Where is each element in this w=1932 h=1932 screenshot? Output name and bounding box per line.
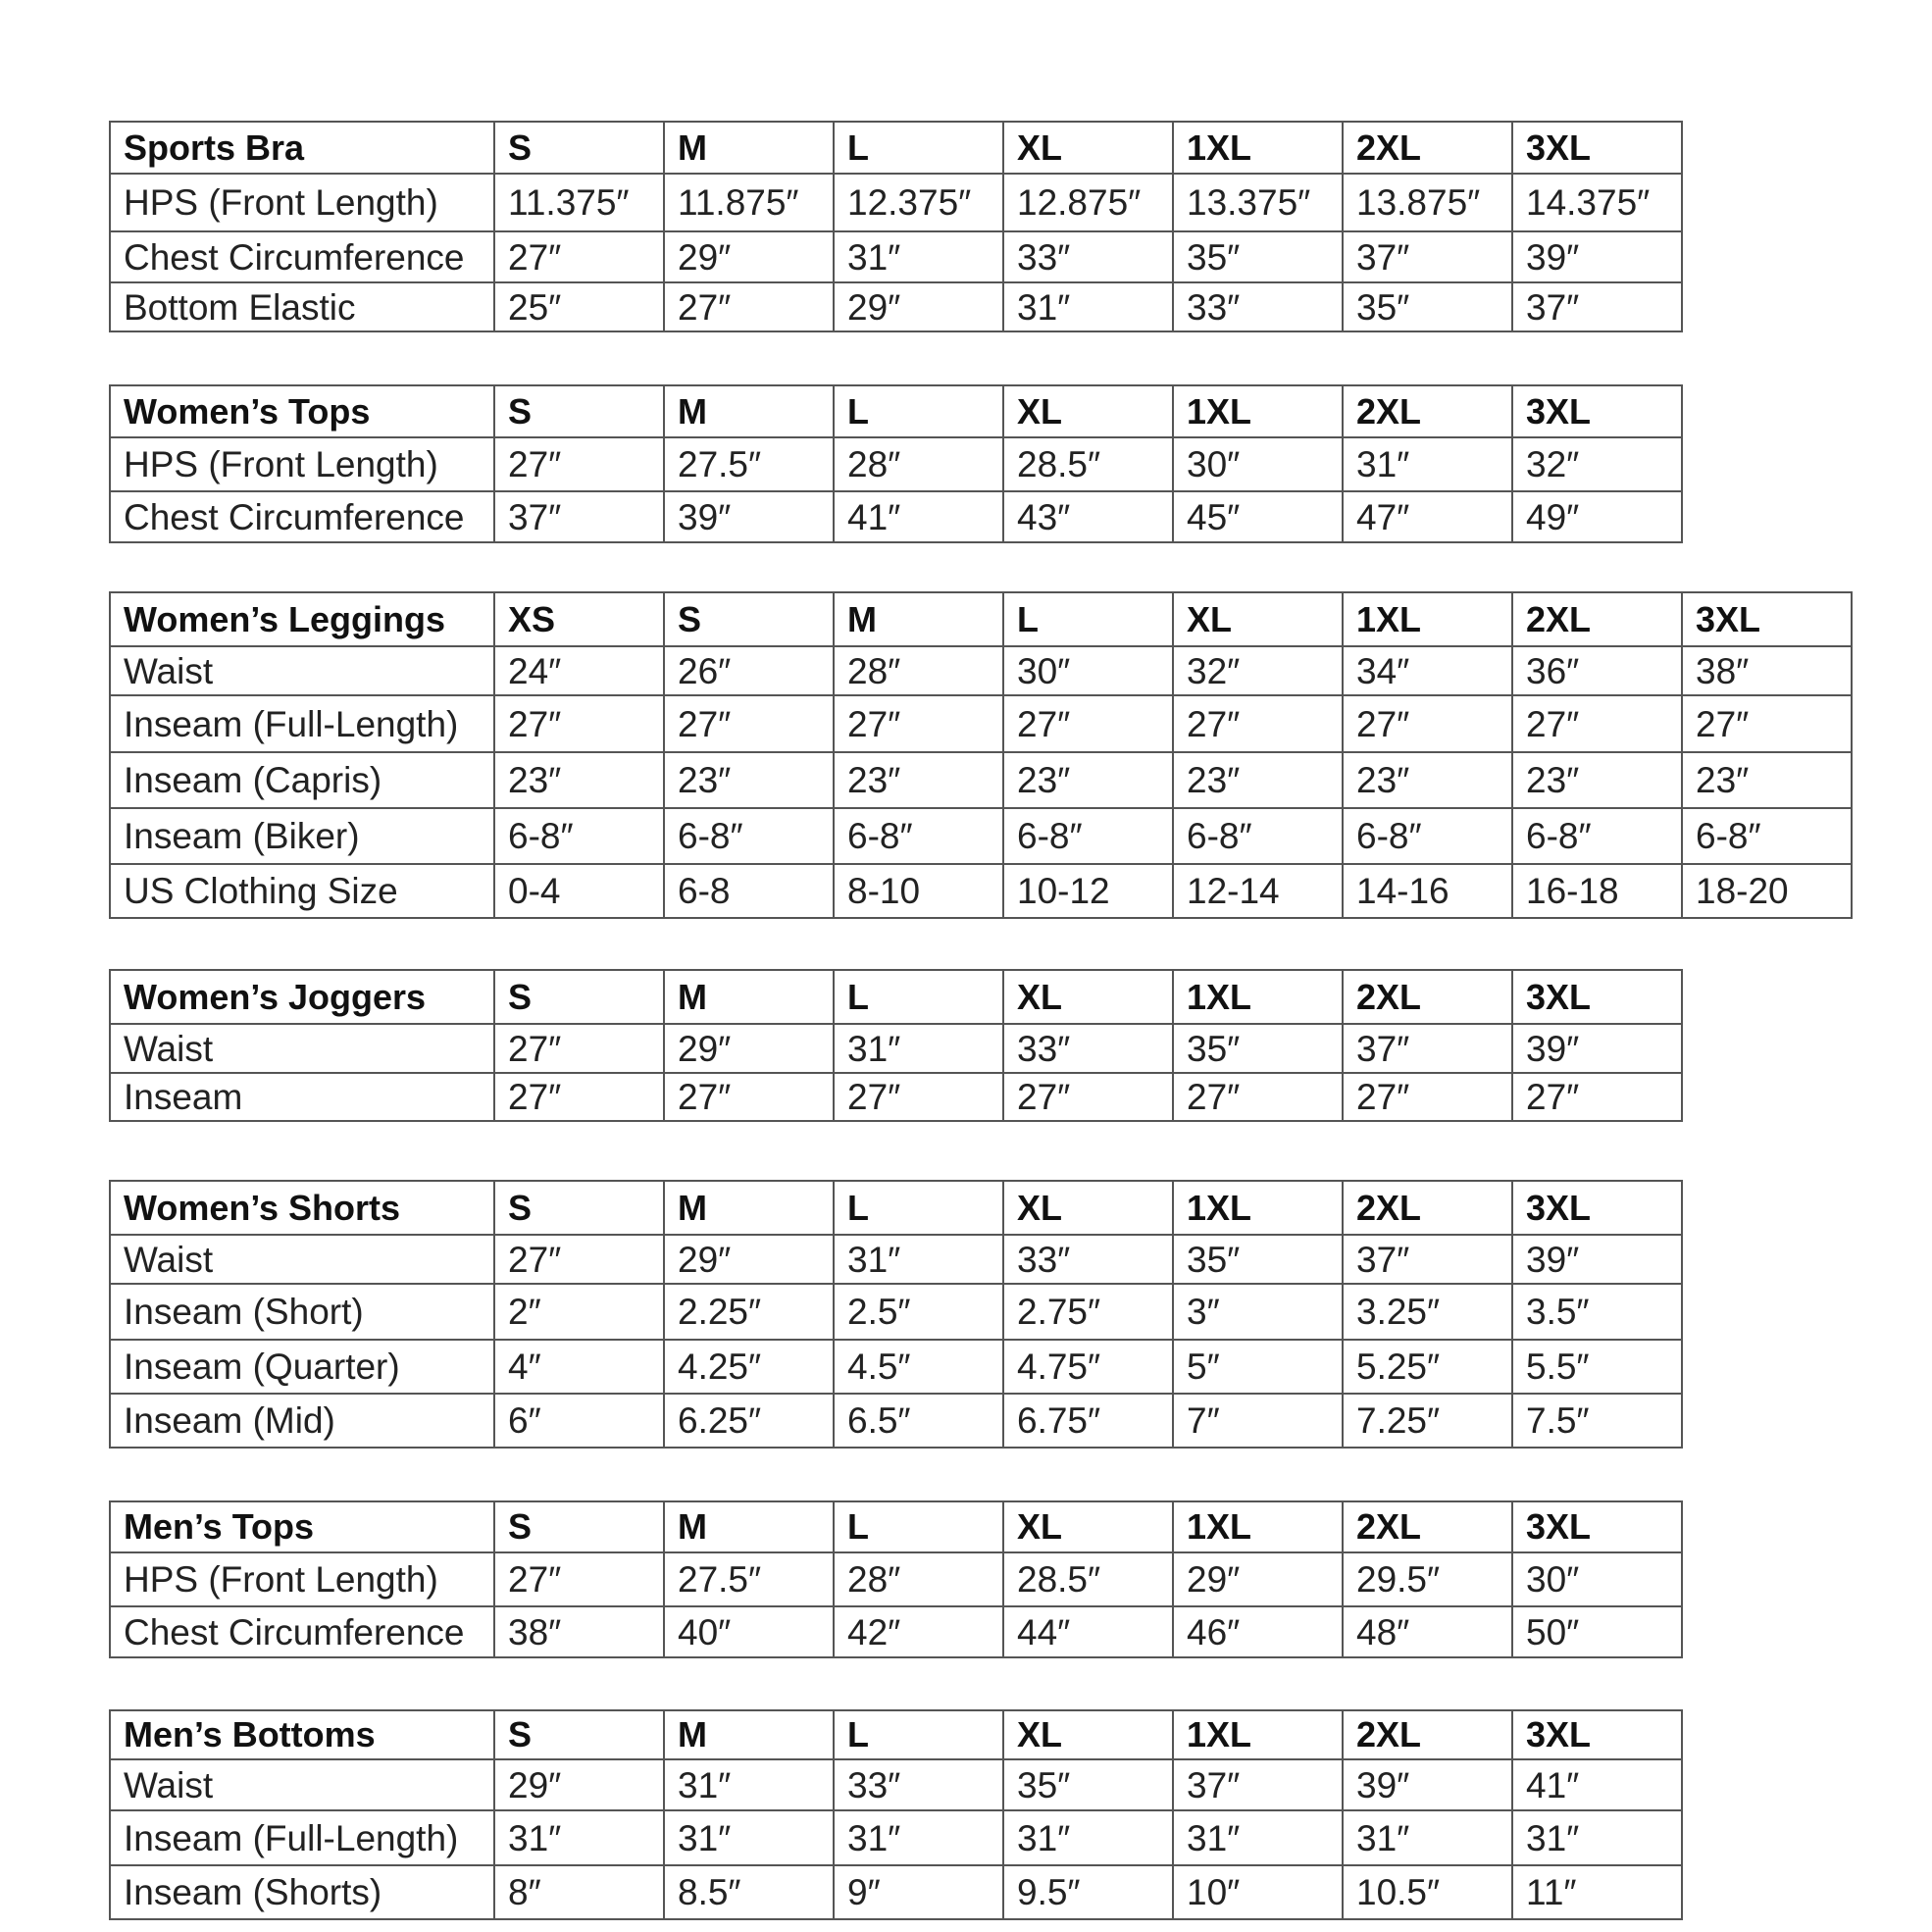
size-header: 3XL xyxy=(1512,1501,1682,1552)
measurement-cell: 42″ xyxy=(834,1606,1003,1657)
measurement-cell: 33″ xyxy=(1003,231,1173,282)
measurement-cell: 27″ xyxy=(1682,695,1852,752)
measurement-cell: 11.875″ xyxy=(664,174,834,231)
measurement-cell: 23″ xyxy=(1173,752,1343,808)
measurement-cell: 4″ xyxy=(494,1340,664,1394)
measurement-cell: 37″ xyxy=(1343,1235,1512,1284)
measurement-cell: 8-10 xyxy=(834,864,1003,918)
measurement-cell: 27″ xyxy=(1512,1073,1682,1121)
measurement-cell: 29″ xyxy=(494,1759,664,1810)
measurement-cell: 7″ xyxy=(1173,1394,1343,1448)
measurement-cell: 31″ xyxy=(834,1235,1003,1284)
row-label: Chest Circumference xyxy=(110,491,494,542)
measurement-cell: 36″ xyxy=(1512,646,1682,695)
table-title: Sports Bra xyxy=(110,122,494,174)
measurement-cell: 10.5″ xyxy=(1343,1865,1512,1919)
measurement-cell: 2″ xyxy=(494,1284,664,1340)
measurement-cell: 23″ xyxy=(834,752,1003,808)
row-label: Waist xyxy=(110,1235,494,1284)
measurement-cell: 33″ xyxy=(1003,1024,1173,1073)
table-title: Women’s Leggings xyxy=(110,592,494,646)
measurement-cell: 6-8″ xyxy=(834,808,1003,864)
size-header: 3XL xyxy=(1512,385,1682,437)
measurement-cell: 25″ xyxy=(494,282,664,331)
table-row xyxy=(110,808,1852,864)
size-header: M xyxy=(664,970,834,1024)
measurement-cell: 31″ xyxy=(834,231,1003,282)
size-header: L xyxy=(834,970,1003,1024)
measurement-cell: 3.25″ xyxy=(1343,1284,1512,1340)
measurement-cell: 0-4 xyxy=(494,864,664,918)
measurement-cell: 33″ xyxy=(1003,1235,1173,1284)
measurement-cell: 29″ xyxy=(834,282,1003,331)
measurement-cell: 31″ xyxy=(834,1024,1003,1073)
size-header: 2XL xyxy=(1343,385,1512,437)
measurement-cell: 10-12 xyxy=(1003,864,1173,918)
size-header: 1XL xyxy=(1173,970,1343,1024)
measurement-cell: 40″ xyxy=(664,1606,834,1657)
measurement-cell: 27″ xyxy=(1343,695,1512,752)
size-header: L xyxy=(834,1501,1003,1552)
measurement-cell: 27″ xyxy=(1512,695,1682,752)
measurement-cell: 24″ xyxy=(494,646,664,695)
size-header: M xyxy=(834,592,1003,646)
measurement-cell: 27″ xyxy=(494,1552,664,1606)
size-table-sports-bra xyxy=(109,121,1683,332)
size-header: XS xyxy=(494,592,664,646)
measurement-cell: 27″ xyxy=(1003,695,1173,752)
measurement-cell: 7.5″ xyxy=(1512,1394,1682,1448)
measurement-cell: 38″ xyxy=(494,1606,664,1657)
measurement-cell: 18-20 xyxy=(1682,864,1852,918)
measurement-cell: 23″ xyxy=(494,752,664,808)
measurement-cell: 4.75″ xyxy=(1003,1340,1173,1394)
size-header: XL xyxy=(1003,385,1173,437)
table-title: Women’s Shorts xyxy=(110,1181,494,1235)
measurement-cell: 29″ xyxy=(664,231,834,282)
table-row xyxy=(110,1552,1682,1606)
size-table-men-s-tops xyxy=(109,1500,1683,1658)
measurement-cell: 6-8″ xyxy=(1173,808,1343,864)
measurement-cell: 13.875″ xyxy=(1343,174,1512,231)
measurement-cell: 37″ xyxy=(494,491,664,542)
measurement-cell: 29.5″ xyxy=(1343,1552,1512,1606)
size-header: L xyxy=(834,1710,1003,1759)
measurement-cell: 41″ xyxy=(834,491,1003,542)
table-row xyxy=(110,646,1852,695)
measurement-cell: 31″ xyxy=(664,1759,834,1810)
measurement-cell: 33″ xyxy=(1173,282,1343,331)
measurement-cell: 27″ xyxy=(834,1073,1003,1121)
size-header: M xyxy=(664,1181,834,1235)
table-row xyxy=(110,1284,1682,1340)
size-header: 1XL xyxy=(1173,385,1343,437)
size-header: S xyxy=(494,385,664,437)
measurement-cell: 27″ xyxy=(1343,1073,1512,1121)
measurement-cell: 16-18 xyxy=(1512,864,1682,918)
measurement-cell: 31″ xyxy=(1003,1810,1173,1865)
table-row xyxy=(110,491,1682,542)
size-header: 2XL xyxy=(1343,1181,1512,1235)
size-header: S xyxy=(494,1501,664,1552)
measurement-cell: 10″ xyxy=(1173,1865,1343,1919)
measurement-cell: 27″ xyxy=(1003,1073,1173,1121)
table-row xyxy=(110,1235,1682,1284)
size-header: S xyxy=(494,1710,664,1759)
measurement-cell: 27″ xyxy=(664,1073,834,1121)
measurement-cell: 23″ xyxy=(664,752,834,808)
measurement-cell: 37″ xyxy=(1343,1024,1512,1073)
measurement-cell: 43″ xyxy=(1003,491,1173,542)
row-label: Chest Circumference xyxy=(110,1606,494,1657)
measurement-cell: 30″ xyxy=(1512,1552,1682,1606)
table-title: Men’s Tops xyxy=(110,1501,494,1552)
measurement-cell: 31″ xyxy=(1003,282,1173,331)
measurement-cell: 11″ xyxy=(1512,1865,1682,1919)
measurement-cell: 2.75″ xyxy=(1003,1284,1173,1340)
measurement-cell: 27″ xyxy=(1173,1073,1343,1121)
measurement-cell: 6-8″ xyxy=(1003,808,1173,864)
measurement-cell: 27″ xyxy=(494,695,664,752)
measurement-cell: 35″ xyxy=(1173,1235,1343,1284)
table-row xyxy=(110,1606,1682,1657)
size-header: 2XL xyxy=(1343,1710,1512,1759)
size-header: S xyxy=(664,592,834,646)
row-label: US Clothing Size xyxy=(110,864,494,918)
size-header: L xyxy=(834,1181,1003,1235)
measurement-cell: 4.5″ xyxy=(834,1340,1003,1394)
measurement-cell: 31″ xyxy=(494,1810,664,1865)
size-header: 1XL xyxy=(1173,1501,1343,1552)
measurement-cell: 6.25″ xyxy=(664,1394,834,1448)
table-row xyxy=(110,1865,1682,1919)
measurement-cell: 6.75″ xyxy=(1003,1394,1173,1448)
measurement-cell: 8.5″ xyxy=(664,1865,834,1919)
measurement-cell: 35″ xyxy=(1173,1024,1343,1073)
table-row xyxy=(110,1024,1682,1073)
measurement-cell: 39″ xyxy=(1512,1024,1682,1073)
measurement-cell: 38″ xyxy=(1682,646,1852,695)
size-header: XL xyxy=(1003,122,1173,174)
size-header: 3XL xyxy=(1512,122,1682,174)
table-header-row xyxy=(110,1181,1682,1235)
measurement-cell: 8″ xyxy=(494,1865,664,1919)
table-header-row xyxy=(110,1501,1682,1552)
table-row xyxy=(110,1810,1682,1865)
measurement-cell: 47″ xyxy=(1343,491,1512,542)
table-title: Women’s Joggers xyxy=(110,970,494,1024)
measurement-cell: 27″ xyxy=(494,1235,664,1284)
size-header: 1XL xyxy=(1173,1181,1343,1235)
row-label: Inseam (Full-Length) xyxy=(110,1810,494,1865)
measurement-cell: 11.375″ xyxy=(494,174,664,231)
size-header: 2XL xyxy=(1343,970,1512,1024)
size-table-women-s-tops xyxy=(109,384,1683,543)
measurement-cell: 13.375″ xyxy=(1173,174,1343,231)
table-header-row xyxy=(110,970,1682,1024)
table-title: Men’s Bottoms xyxy=(110,1710,494,1759)
measurement-cell: 12.375″ xyxy=(834,174,1003,231)
measurement-cell: 31″ xyxy=(834,1810,1003,1865)
size-header: M xyxy=(664,122,834,174)
measurement-cell: 2.5″ xyxy=(834,1284,1003,1340)
table-row xyxy=(110,174,1682,231)
measurement-cell: 27″ xyxy=(1173,695,1343,752)
table-row xyxy=(110,695,1852,752)
measurement-cell: 6-8″ xyxy=(1682,808,1852,864)
measurement-cell: 6-8″ xyxy=(1512,808,1682,864)
measurement-cell: 31″ xyxy=(1343,437,1512,491)
size-header: S xyxy=(494,1181,664,1235)
size-header: 3XL xyxy=(1682,592,1852,646)
measurement-cell: 5.25″ xyxy=(1343,1340,1512,1394)
size-header: S xyxy=(494,122,664,174)
measurement-cell: 39″ xyxy=(1512,1235,1682,1284)
measurement-cell: 7.25″ xyxy=(1343,1394,1512,1448)
row-label: Inseam (Full-Length) xyxy=(110,695,494,752)
row-label: Inseam (Quarter) xyxy=(110,1340,494,1394)
measurement-cell: 4.25″ xyxy=(664,1340,834,1394)
measurement-cell: 12-14 xyxy=(1173,864,1343,918)
size-header: L xyxy=(1003,592,1173,646)
measurement-cell: 28″ xyxy=(834,646,1003,695)
measurement-cell: 6-8″ xyxy=(494,808,664,864)
table-title: Women’s Tops xyxy=(110,385,494,437)
row-label: Inseam xyxy=(110,1073,494,1121)
size-table-women-s-joggers xyxy=(109,969,1683,1122)
row-label: Inseam (Shorts) xyxy=(110,1865,494,1919)
size-header: 1XL xyxy=(1173,1710,1343,1759)
size-header: XL xyxy=(1003,970,1173,1024)
table-row xyxy=(110,1340,1682,1394)
size-header: XL xyxy=(1003,1501,1173,1552)
measurement-cell: 31″ xyxy=(664,1810,834,1865)
measurement-cell: 9″ xyxy=(834,1865,1003,1919)
size-header: 2XL xyxy=(1512,592,1682,646)
measurement-cell: 6.5″ xyxy=(834,1394,1003,1448)
size-table-women-s-shorts xyxy=(109,1180,1683,1449)
measurement-cell: 45″ xyxy=(1173,491,1343,542)
measurement-cell: 3.5″ xyxy=(1512,1284,1682,1340)
size-header: M xyxy=(664,1501,834,1552)
table-header-row xyxy=(110,1710,1682,1759)
size-header: 2XL xyxy=(1343,122,1512,174)
measurement-cell: 9.5″ xyxy=(1003,1865,1173,1919)
table-row xyxy=(110,1394,1682,1448)
size-header: XL xyxy=(1003,1181,1173,1235)
size-table-women-s-leggings xyxy=(109,591,1853,919)
measurement-cell: 29″ xyxy=(664,1024,834,1073)
table-row xyxy=(110,437,1682,491)
measurement-cell: 27″ xyxy=(494,437,664,491)
size-header: L xyxy=(834,122,1003,174)
measurement-cell: 28″ xyxy=(834,437,1003,491)
measurement-cell: 28.5″ xyxy=(1003,437,1173,491)
measurement-cell: 31″ xyxy=(1173,1810,1343,1865)
measurement-cell: 44″ xyxy=(1003,1606,1173,1657)
measurement-cell: 37″ xyxy=(1343,231,1512,282)
row-label: Inseam (Mid) xyxy=(110,1394,494,1448)
row-label: HPS (Front Length) xyxy=(110,1552,494,1606)
measurement-cell: 46″ xyxy=(1173,1606,1343,1657)
measurement-cell: 30″ xyxy=(1003,646,1173,695)
row-label: Waist xyxy=(110,1759,494,1810)
measurement-cell: 31″ xyxy=(1343,1810,1512,1865)
table-header-row xyxy=(110,385,1682,437)
measurement-cell: 29″ xyxy=(664,1235,834,1284)
size-header: L xyxy=(834,385,1003,437)
measurement-cell: 27.5″ xyxy=(664,437,834,491)
size-header: 3XL xyxy=(1512,970,1682,1024)
measurement-cell: 50″ xyxy=(1512,1606,1682,1657)
table-row xyxy=(110,752,1852,808)
measurement-cell: 32″ xyxy=(1512,437,1682,491)
row-label: HPS (Front Length) xyxy=(110,174,494,231)
size-header: S xyxy=(494,970,664,1024)
measurement-cell: 35″ xyxy=(1173,231,1343,282)
table-row xyxy=(110,1073,1682,1121)
row-label: Waist xyxy=(110,1024,494,1073)
table-row xyxy=(110,1759,1682,1810)
row-label: Inseam (Capris) xyxy=(110,752,494,808)
measurement-cell: 26″ xyxy=(664,646,834,695)
measurement-cell: 37″ xyxy=(1512,282,1682,331)
measurement-cell: 35″ xyxy=(1003,1759,1173,1810)
measurement-cell: 27″ xyxy=(834,695,1003,752)
measurement-cell: 33″ xyxy=(834,1759,1003,1810)
measurement-cell: 39″ xyxy=(1343,1759,1512,1810)
measurement-cell: 23″ xyxy=(1682,752,1852,808)
measurement-cell: 5.5″ xyxy=(1512,1340,1682,1394)
table-header-row xyxy=(110,122,1682,174)
measurement-cell: 32″ xyxy=(1173,646,1343,695)
measurement-cell: 27.5″ xyxy=(664,1552,834,1606)
row-label: Waist xyxy=(110,646,494,695)
size-header: 2XL xyxy=(1343,1501,1512,1552)
measurement-cell: 6″ xyxy=(494,1394,664,1448)
size-header: XL xyxy=(1003,1710,1173,1759)
measurement-cell: 27″ xyxy=(494,1073,664,1121)
measurement-cell: 3″ xyxy=(1173,1284,1343,1340)
measurement-cell: 14-16 xyxy=(1343,864,1512,918)
size-table-men-s-bottoms xyxy=(109,1709,1683,1920)
measurement-cell: 31″ xyxy=(1512,1810,1682,1865)
measurement-cell: 2.25″ xyxy=(664,1284,834,1340)
measurement-cell: 6-8 xyxy=(664,864,834,918)
measurement-cell: 23″ xyxy=(1003,752,1173,808)
size-header: 1XL xyxy=(1343,592,1512,646)
row-label: Bottom Elastic xyxy=(110,282,494,331)
row-label: HPS (Front Length) xyxy=(110,437,494,491)
table-row xyxy=(110,282,1682,331)
measurement-cell: 23″ xyxy=(1343,752,1512,808)
measurement-cell: 5″ xyxy=(1173,1340,1343,1394)
size-header: 3XL xyxy=(1512,1181,1682,1235)
measurement-cell: 6-8″ xyxy=(1343,808,1512,864)
measurement-cell: 49″ xyxy=(1512,491,1682,542)
measurement-cell: 34″ xyxy=(1343,646,1512,695)
measurement-cell: 27″ xyxy=(664,695,834,752)
measurement-cell: 14.375″ xyxy=(1512,174,1682,231)
measurement-cell: 12.875″ xyxy=(1003,174,1173,231)
size-header: 3XL xyxy=(1512,1710,1682,1759)
measurement-cell: 35″ xyxy=(1343,282,1512,331)
size-header: M xyxy=(664,385,834,437)
row-label: Inseam (Short) xyxy=(110,1284,494,1340)
measurement-cell: 37″ xyxy=(1173,1759,1343,1810)
row-label: Chest Circumference xyxy=(110,231,494,282)
table-row xyxy=(110,231,1682,282)
measurement-cell: 28.5″ xyxy=(1003,1552,1173,1606)
measurement-cell: 41″ xyxy=(1512,1759,1682,1810)
measurement-cell: 48″ xyxy=(1343,1606,1512,1657)
measurement-cell: 29″ xyxy=(1173,1552,1343,1606)
measurement-cell: 27″ xyxy=(494,231,664,282)
measurement-cell: 39″ xyxy=(664,491,834,542)
measurement-cell: 23″ xyxy=(1512,752,1682,808)
measurement-cell: 28″ xyxy=(834,1552,1003,1606)
size-header: M xyxy=(664,1710,834,1759)
measurement-cell: 39″ xyxy=(1512,231,1682,282)
measurement-cell: 27″ xyxy=(664,282,834,331)
measurement-cell: 30″ xyxy=(1173,437,1343,491)
size-header: 1XL xyxy=(1173,122,1343,174)
size-header: XL xyxy=(1173,592,1343,646)
row-label: Inseam (Biker) xyxy=(110,808,494,864)
table-header-row xyxy=(110,592,1852,646)
measurement-cell: 6-8″ xyxy=(664,808,834,864)
table-row xyxy=(110,864,1852,918)
measurement-cell: 27″ xyxy=(494,1024,664,1073)
